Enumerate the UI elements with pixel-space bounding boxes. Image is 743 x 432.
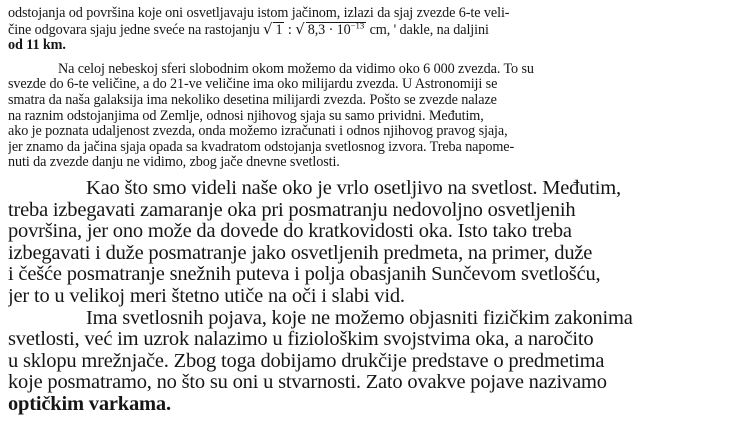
text-line: Na celoj nebeskoj sferi slobodnim okom možemo da vidimo oko 6 000 zvezda. To su <box>58 61 534 77</box>
text-line: odstojanja od površina koje oni osvetljavaju istom jačinom, izlazi da sjaj zvezde 6-te veli- <box>8 6 510 21</box>
formula-separator: : <box>284 21 296 38</box>
formula-exponent: −13 <box>350 21 365 30</box>
text-line: koje posmatramo, no što su oni u stvarnosti. Zato ovakve pojave nazivamo <box>8 372 607 394</box>
text-line: na raznim odstojanjima od Zemlje, odnosi njihovog sjaja su samo prividni. Međutim, <box>8 108 484 124</box>
paragraph-optical-illusions <box>8 308 736 416</box>
text-line: ako je poznata udaljenost zvezda, onda možemo izračunati i odnos njihovog pravog sjaja, <box>8 124 508 140</box>
text-line: nuti da zvezde danju ne vidimo, zbog jače dnevne svetlosti. <box>8 155 340 171</box>
text-line-with-formula <box>8 22 736 39</box>
sqrt-symbol: √ <box>263 21 273 38</box>
formula-radicand-left: 1 <box>275 21 283 38</box>
formula-radicand-right <box>306 22 366 38</box>
text-line: u sklopu mrežnjače. Zbog toga dobijamo drukčije predstave o predmetima <box>8 350 605 372</box>
text-line: izbegavati i duže posmatranje jako osvetljenih predmeta, na primer, duže <box>8 242 593 264</box>
text-line: površina, jer ono može da dovede do kratkovidosti oka. Isto tako treba <box>8 221 572 243</box>
text-line: svezde do 6-te veličine, a do 21-ve veličine ima oko milijardu zvezda. U Astronomiji se <box>8 77 498 93</box>
text-fragment: čine odgovara sjaju jedne sveće na rastojanju <box>8 21 260 38</box>
document-page <box>8 0 736 415</box>
sqrt-symbol: √ <box>295 21 305 38</box>
paragraph-star-brightness <box>8 6 736 54</box>
bold-term: optičkim varkama. <box>8 393 171 415</box>
text-line: jer to u velikoj meri štetno utiče na oči i slabi vid. <box>8 285 405 307</box>
text-line: Ima svetlosnih pojava, koje ne možemo objasniti fizičkim zakonima <box>86 307 633 329</box>
text-line: svetlosti, već im uzrok nalazimo u fiziološkim svojstvima oka, a naročito <box>8 329 594 351</box>
text-line: od 11 km. <box>8 38 66 54</box>
text-line: treba izbegavati zamaranje oka pri posmatranju nedovoljno osvetljenih <box>8 199 576 221</box>
text-line: jer znamo da jačina sjaja opada sa kvadratom odstojanja svetlosnog izvora. Treba napome- <box>8 139 515 155</box>
text-line: smatra da naša galaksija ima nekoliko desetina milijardi zvezda. Pošto se zvezde nalaze <box>8 92 497 108</box>
formula <box>263 22 489 38</box>
text-line: Kao što smo videli naše oko je vrlo osetljivo na svetlost. Međutim, <box>86 177 621 199</box>
paragraph-eye-sensitivity <box>8 178 736 308</box>
formula-mantissa: 8,3 · 10 <box>307 21 351 38</box>
text-line: i češće posmatranje snežnih puteva i polja obasjanih Sunčevom svetlošću, <box>8 264 601 286</box>
paragraph-celestial-sphere <box>8 62 736 171</box>
formula-unit-text: cm, ' dakle, na daljini <box>366 21 489 38</box>
